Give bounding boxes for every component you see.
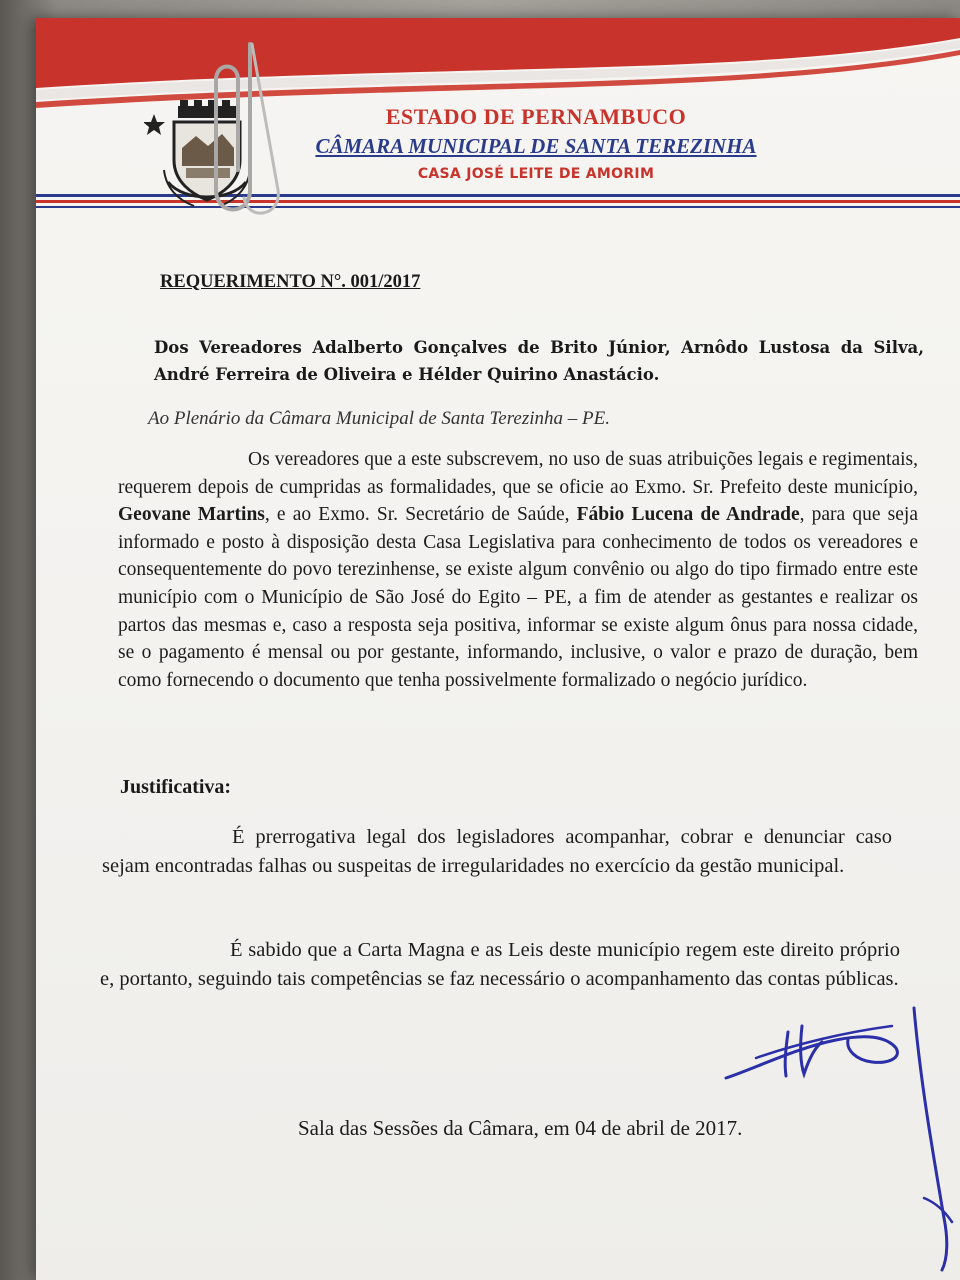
closing-line: Sala das Sessões da Câmara, em 04 de abril de 2017.: [298, 1116, 743, 1140]
secretary-name: Fábio Lucena de Andrade: [576, 504, 800, 526]
request-text-2: , e ao Exmo. Sr. Secretário de Saúde,: [264, 504, 577, 526]
request-paragraph: [118, 446, 918, 694]
justification-paragraph-1: [102, 823, 892, 881]
authors-line: Dos Vereadores Adalberto Gonçalves de Brito Júnior, Arnôdo Lustosa da Silva, André Ferreira de Oliveira e Hélder Quirino Anastácio.: [154, 338, 924, 384]
justification-text-1: É prerrogativa legal dos legisladores acompanhar, cobrar e denunciar caso sejam encontradas falhas ou suspeitas de irregularidades no exercício da gestão municipal.: [102, 826, 892, 877]
document-page: [36, 18, 960, 1280]
letterhead-state: ESTADO DE PERNAMBUCO: [385, 104, 687, 129]
letterhead: [266, 104, 806, 182]
letterhead-house: CASA JOSÉ LEITE DE AMORIM: [417, 166, 655, 182]
letterhead-chamber: CÂMARA MUNICIPAL DE SANTA TEREZINHA: [315, 134, 757, 158]
document-title: REQUERIMENTO N°. 001/2017: [160, 272, 421, 292]
request-text-3: , para que seja informado e posto à disposição desta Casa Legislativa para conhecimento de todos os vereadores e consequentemente do povo terezinhense, se existe algum convênio ou algo do tipo firmado entre este município com o Município de São José do Egito – PE, a fim de atender as gestantes e realizar os partos das mesmas e, caso a resposta seja positiva, informar se existe algum ônus para nossa cidade, se o pagamento é mensal ou por gestante, informando, inclusive, o valor e prazo de duração, bem como fornecendo o documento que tenha possivelmente formalizado o negócio jurídico.: [118, 504, 918, 691]
justification-text-2: É sabido que a Carta Magna e as Leis deste município regem este direito próprio e, portanto, seguindo tais competências se faz necessário o acompanhamento das contas públicas.: [100, 939, 900, 990]
addressee-line: Ao Plenário da Câmara Municipal de Santa Terezinha – PE.: [148, 408, 610, 429]
request-text-1: Os vereadores que a este subscrevem, no uso de suas atribuições legais e regimentais, requerem depois de cumpridas as formalidades, que se oficie ao Exmo. Sr. Prefeito deste município,: [118, 449, 918, 498]
justification-heading: Justificativa:: [120, 776, 232, 798]
mayor-name: Geovane Martins: [118, 504, 265, 526]
